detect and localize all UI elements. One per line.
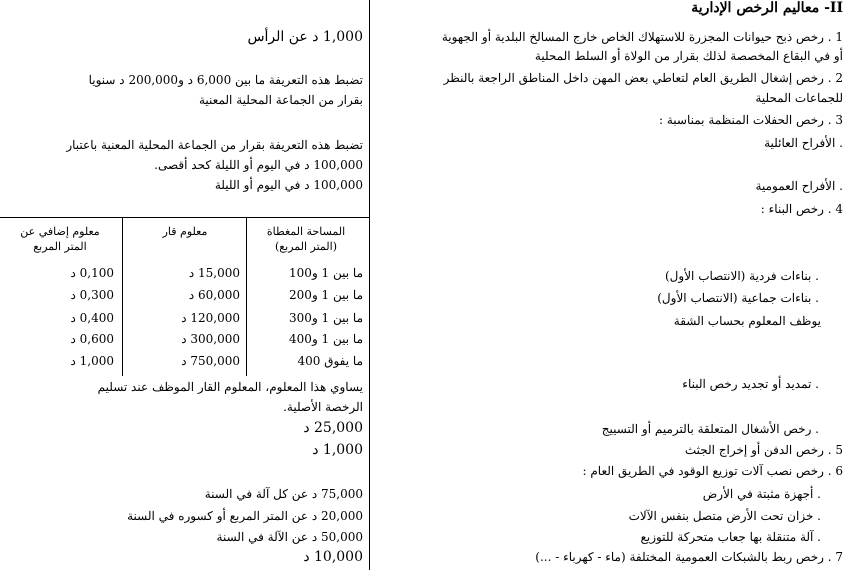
item7-networks: 7 . رخص ربط بالشبكات العمومية المختلفة (ماء - كهرباء - ...) — [535, 550, 843, 564]
item3-public: . الأفراح العمومية — [755, 179, 843, 193]
tariff-range-line1: تضبط هذه التعريفة ما بين 6,000 د و200,000 د سنويا — [88, 73, 363, 87]
table-row-area: ما يفوق 400 — [297, 354, 363, 368]
table-top-border — [0, 217, 369, 218]
item2-line2: للجماعات المحلية — [755, 91, 843, 105]
tariff-daily-line3: 100,000 د في اليوم أو الليلة — [214, 178, 363, 192]
tariff-range-line2: بقرار من الجماعة المحلية المعنية — [199, 93, 363, 107]
table-header-fixed: معلوم قار — [162, 225, 208, 238]
item6-heading: 6 . رخص نصب آلات توزيع الوقود في الطريق العام : — [582, 464, 843, 478]
item3-heading: 3 . رخص الحفلات المنظمة بمناسبة : — [659, 113, 843, 127]
item6-mobile: . آلة متنقلة بها جعاب متحركة للتوزيع — [640, 530, 821, 544]
item4-heading: 4 . رخص البناء : — [760, 202, 843, 216]
item1-line1: 1 . رخص ذبح حيوانات المجزرة للاستهلاك الخاص خارج المسالخ البلدية أو الجهوية — [441, 30, 843, 44]
item6-ground: . أجهزة مثبتة في الأرض — [702, 487, 821, 501]
table-row-extra: 1,000 د — [70, 354, 114, 368]
table-row-extra: 0,100 د — [70, 266, 114, 280]
item4-collective: . بناءات جماعية (الانتصاب الأول) — [657, 291, 819, 305]
table-row-area: ما بين 1 و300 — [289, 311, 363, 325]
fee-machine-ground: 75,000 د عن كل آلة في السنة — [204, 487, 363, 501]
table-row-extra: 0,600 د — [70, 332, 114, 346]
table-row-fixed: 15,000 د — [188, 266, 240, 280]
tariff-daily-line1: تضبط هذه التعريفة بقرار من الجماعة المحلية المعنية باعتبار — [66, 138, 363, 152]
table-col-divider-1 — [122, 217, 123, 376]
table-row-fixed: 60,000 د — [188, 288, 240, 302]
item5-burial: 5 . رخص الدفن أو إخراج الجثث — [684, 443, 843, 457]
item3-family: . الأفراح العائلية — [764, 136, 843, 150]
fee-networks: 10,000 د — [303, 549, 363, 565]
table-col-divider-2 — [246, 217, 247, 376]
table-row-area: ما بين 1 و400 — [289, 332, 363, 346]
item4-individual: . بناءات فردية (الانتصاب الأول) — [665, 269, 819, 283]
table-header-extra: معلوم إضافي عن المتر المربع — [20, 225, 100, 253]
table-row-area: ما بين 1 و100 — [289, 266, 363, 280]
fee-tank: 20,000 د عن المتر المربع أو كسوره في السنة — [127, 509, 363, 523]
item2-line1: 2 . رخص إشغال الطريق العام لتعاطي بعض المهن داخل المناطق الراجعة بالنظر — [443, 71, 843, 85]
item4-restoration: . رخص الأشغال المتعلقة بالترميم أو التسييج — [601, 422, 819, 436]
table-row-fixed: 300,000 د — [181, 332, 240, 346]
table-row-fixed: 120,000 د — [181, 311, 240, 325]
item1-line2: أو في البقاع المخصصة لذلك بقرار من الولاة أو السلط المحلية — [534, 49, 843, 63]
item4-renewal: . تمديد أو تجديد رخص البناء — [682, 377, 819, 391]
item6-tank: . خزان تحت الأرض متصل بنفس الآلات — [628, 509, 821, 523]
renewal-note-line2: الرخصة الأصلية. — [283, 400, 363, 414]
item4-apartment-note: يوظف المعلوم بحساب الشقة — [673, 314, 821, 328]
center-divider — [369, 0, 370, 570]
table-header-area: المساحة المغطاة (المتر المربع) — [266, 225, 346, 253]
table-row-extra: 0,300 د — [70, 288, 114, 302]
fee-mobile: 50,000 د عن الآلة في السنة — [216, 530, 363, 544]
table-row-fixed: 750,000 د — [181, 354, 240, 368]
fee-restoration: 25,000 د — [303, 420, 363, 436]
fee-per-head: 1,000 د عن الرأس — [247, 29, 363, 45]
table-row-area: ما بين 1 و200 — [289, 288, 363, 302]
fee-burial: 1,000 د — [312, 442, 363, 458]
table-row-extra: 0,400 د — [70, 311, 114, 325]
renewal-note-line1: يساوي هذا المعلوم، المعلوم القار الموظف عند تسليم — [97, 380, 363, 394]
tariff-daily-line2: 100,000 د في اليوم أو الليلة كحد أقصى. — [154, 158, 363, 172]
section-title: II- معاليم الرخص الإدارية — [691, 0, 843, 16]
